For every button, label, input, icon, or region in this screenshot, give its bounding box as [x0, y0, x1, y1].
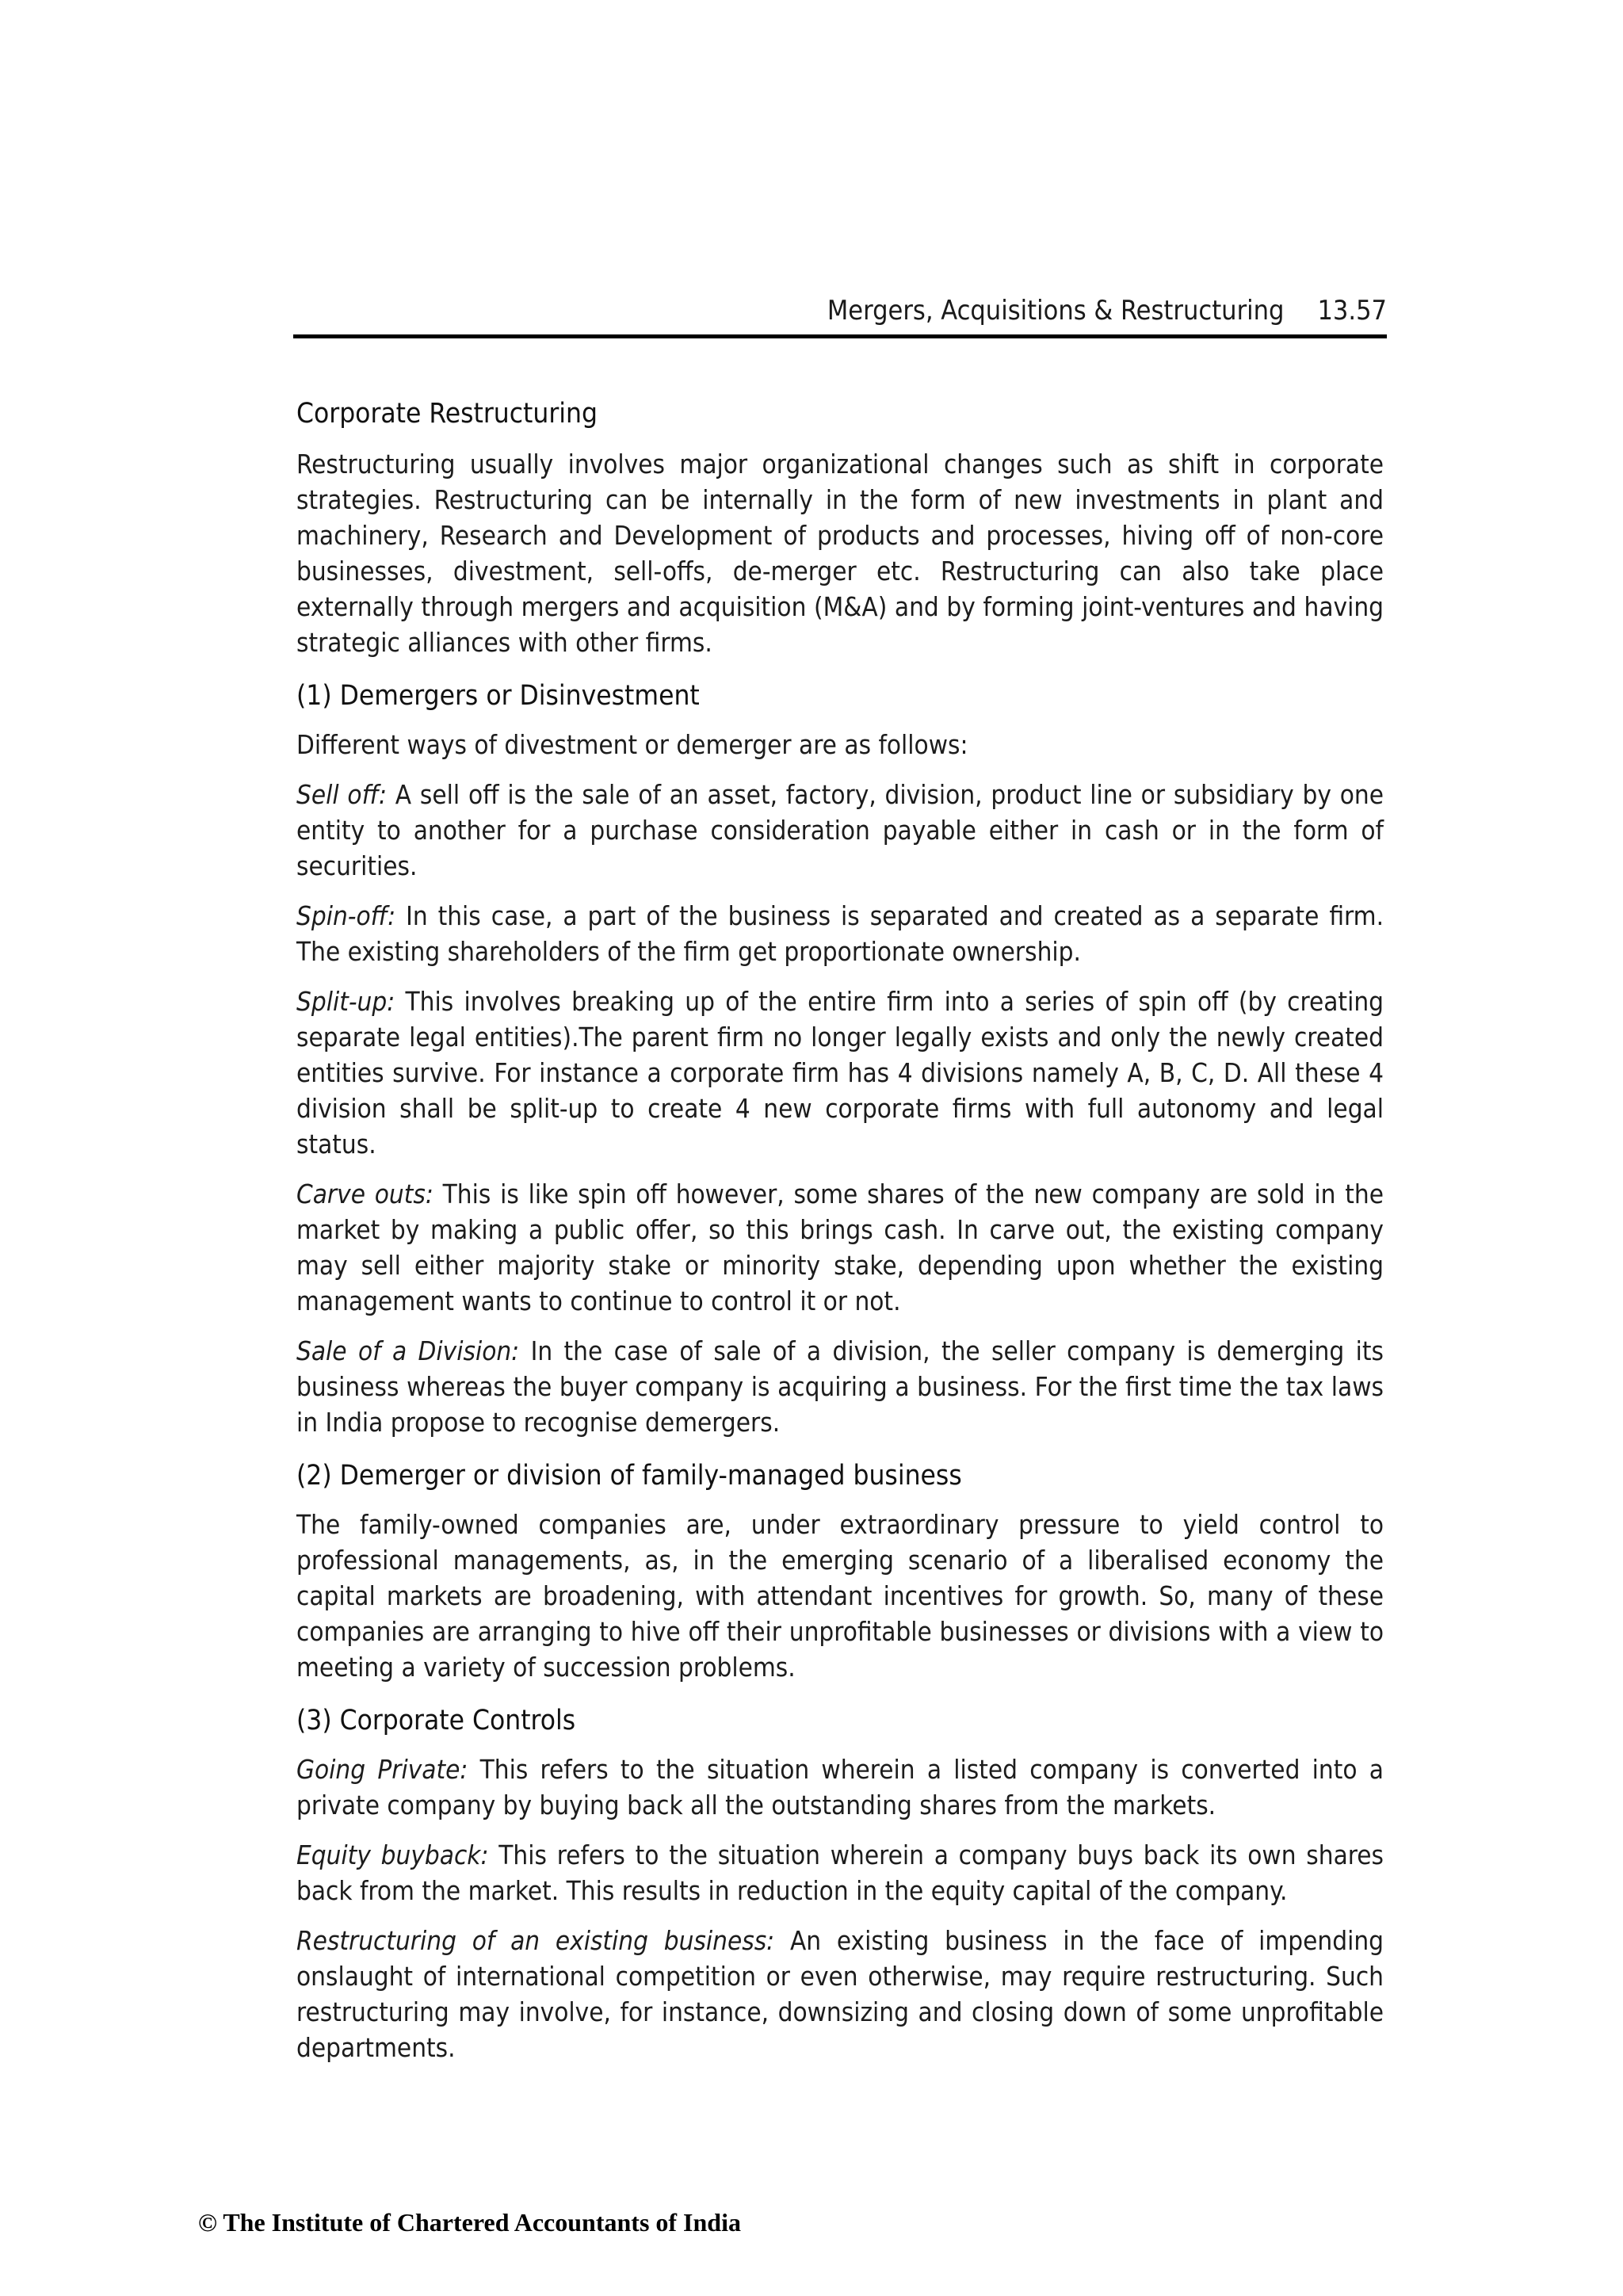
- document-page: [293, 293, 1387, 2080]
- page-content: [293, 395, 1387, 2065]
- term-text: This is like spin off however, some shares of the new company are sold in the market by making a public offer, so this brings cash. In carve out, the existing company may sell either majority stake or minority stake, depending upon whether the existing management wants to continue to control it or not.: [296, 1179, 1384, 1316]
- term-label: Going Private:: [296, 1754, 468, 1785]
- term-label: Split-up:: [296, 986, 395, 1017]
- term-text: This refers to the situation wherein a company buys back its own shares back from the market. This results in reduction in the equity capital of the company.: [296, 1839, 1384, 1906]
- term-text: An existing business in the face of impending onslaught of international competition or even otherwise, may require restructuring. Such restructuring may involve, for instance, downsizing and closing down of some unprofitable departments.: [296, 1925, 1384, 2063]
- term-text: In the case of sale of a division, the seller company is demerging its business whereas the buyer company is acquiring a business. For the first time the tax laws in India propose to recognise demergers.: [296, 1335, 1384, 1438]
- term-label: Spin-off:: [296, 900, 396, 931]
- term-label: Equity buyback:: [296, 1839, 489, 1870]
- term-label: Sale of a Division:: [296, 1335, 520, 1366]
- term-label: Sell off:: [296, 779, 388, 810]
- demergers-heading: (1) Demergers or Disinvestment: [296, 680, 700, 712]
- family-business-paragraph: The family-owned companies are, under extraordinary pressure to yield control to professional managements, as, in the emerging scenario of a liberalised economy the capital markets are broadening, with attendant incentives for growth. So, many of these companies are arranging to hive off their unprofitable businesses or divisions with a view to meeting a variety of succession problems.: [296, 1509, 1384, 1683]
- definition-sell-off: [296, 777, 1384, 884]
- definition-split-up: [296, 984, 1384, 1162]
- definition-carve-outs: [296, 1176, 1384, 1319]
- term-text: A sell off is the sale of an asset, factory, division, product line or subsidiary by one entity to another for a purchase consideration payable either in cash or in the form of securities.: [296, 779, 1384, 881]
- demergers-lead: Different ways of divestment or demerger are as follows:: [296, 729, 968, 760]
- page-number: 13.57: [1317, 295, 1387, 327]
- term-text: This refers to the situation wherein a listed company is converted into a private company by buying back all the outstanding shares from the markets.: [296, 1754, 1384, 1820]
- running-header: [293, 293, 1387, 338]
- family-business-heading: (2) Demerger or division of family-managed business: [296, 1460, 962, 1492]
- copyright-footer: © The Institute of Chartered Accountants of India: [198, 2208, 741, 2237]
- term-label: Carve outs:: [296, 1179, 433, 1209]
- header-title: Mergers, Acquisitions & Restructuring: [827, 295, 1285, 327]
- definition-sale-of-division: [296, 1333, 1384, 1440]
- definition-going-private: [296, 1752, 1384, 1823]
- definition-restructuring-existing-business: [296, 1923, 1384, 2065]
- term-text: In this case, a part of the business is separated and created as a separate firm. The existing shareholders of the firm get proportionate ownership.: [296, 900, 1384, 967]
- section-title: Corporate Restructuring: [296, 398, 598, 430]
- intro-paragraph: Restructuring usually involves major organizational changes such as shift in corporate strategies. Restructuring can be internally in the form of new investments in plant and machinery, Research and Development of products and processes, hiving off of non-core businesses, divestment, sell-offs, de-merger etc. Restructuring can also take place externally through mergers and acquisition (M&A) and by forming joint-ventures and having strategic alliances with other firms.: [296, 449, 1384, 658]
- corporate-controls-heading: (3) Corporate Controls: [296, 1705, 576, 1736]
- definition-equity-buyback: [296, 1837, 1384, 1908]
- term-text: This involves breaking up of the entire firm into a series of spin off (by creating separate legal entities).The parent firm no longer legally exists and only the newly created entities survive. For instance a corporate firm has 4 divisions namely A, B, C, D. All these 4 division shall be split-up to create 4 new corporate firms with full autonomy and legal status.: [296, 986, 1384, 1159]
- term-label: Restructuring of an existing business:: [296, 1925, 775, 1956]
- definition-spin-off: [296, 898, 1384, 969]
